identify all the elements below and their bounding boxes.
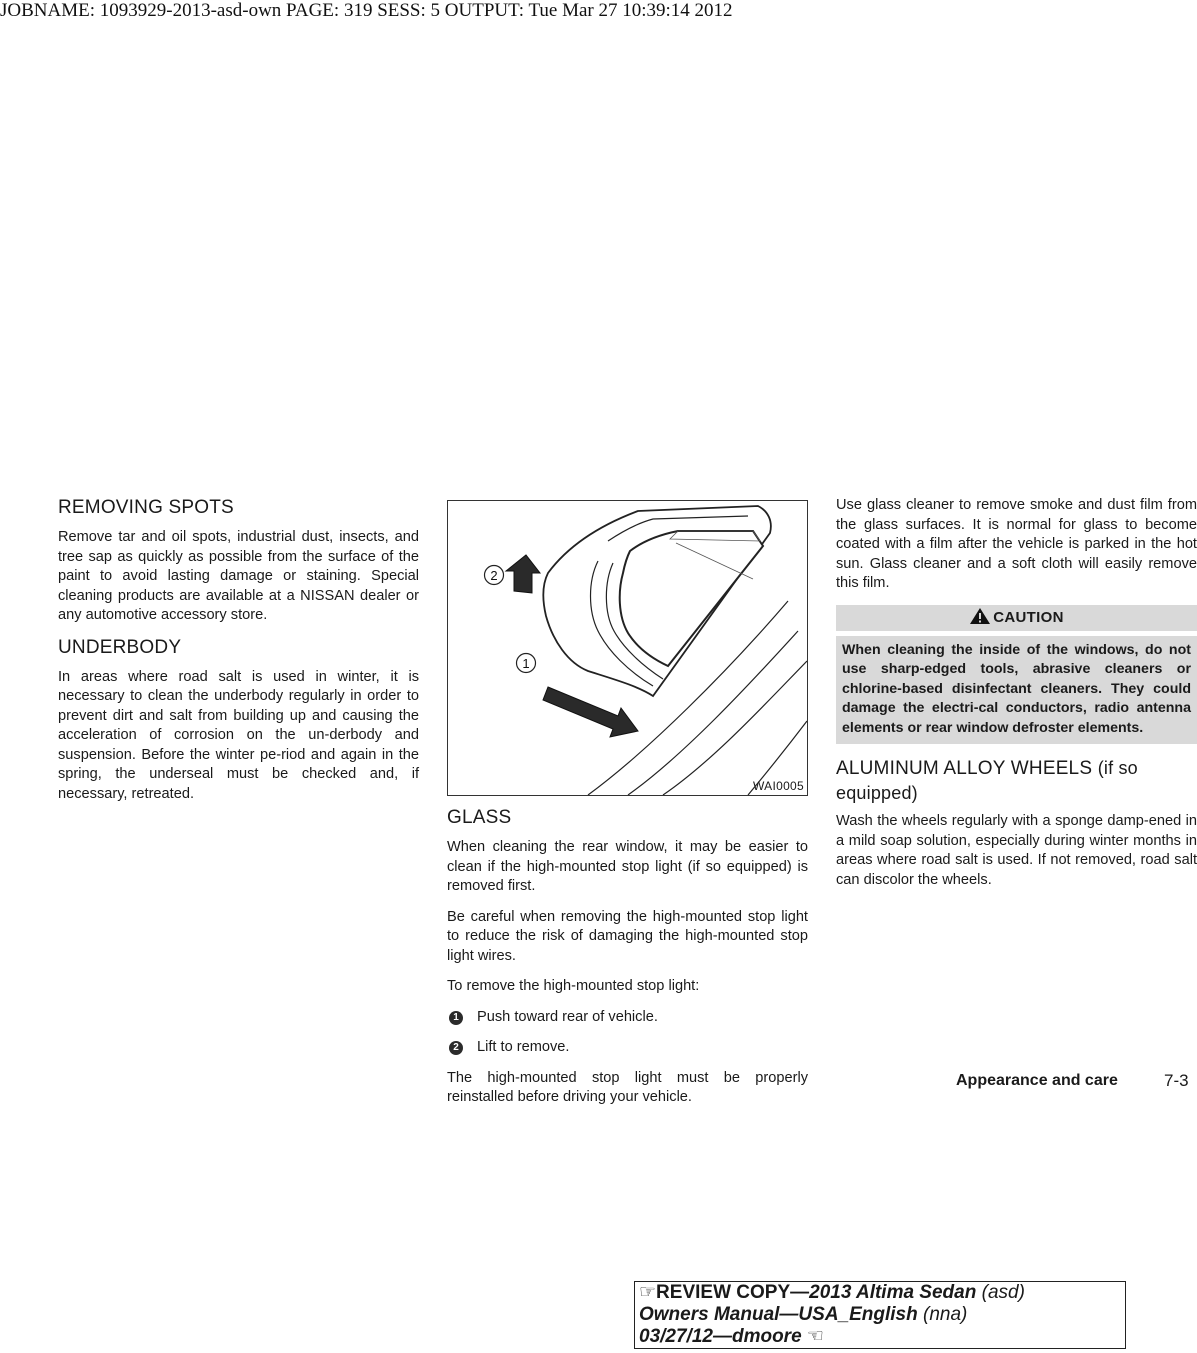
job-header: JOBNAME: 1093929-2013-asd-own PAGE: 319 SESS: 5 OUTPUT: Tue Mar 27 10:39:14 2012 (0, 0, 733, 21)
underbody-text: In areas where road salt is used in winter, it is necessary to clean the underbody regularly in order to prevent dirt and salt from building up and causing the acceleration of corrosion on the un-derbody and suspension. Before the winter pe-riod and again in the spring, the underseal must be checked and, if necessary, retreated. (58, 668, 419, 802)
review-line-3 (639, 1326, 1121, 1348)
review-copy-label: REVIEW COPY— (656, 1282, 810, 1303)
glass-text-1: When cleaning the rear window, it may be easier to clean if the high-mounted stop light (if so equipped) is removed first. (447, 839, 808, 894)
removing-spots-text: Remove tar and oil spots, industrial dust, insects, and tree sap as quickly as possible from the surface of the paint to avoid lasting damage or staining. Special cleaning products are available at a NISSAN dealer or any automotive accessory store. (58, 529, 419, 623)
caution-label: CAUTION (993, 608, 1064, 626)
step-number-icon: 1 (449, 1011, 463, 1025)
callout-2-label: 2 (490, 568, 498, 583)
pointing-hand-icon: ☞ (639, 1282, 657, 1303)
caution-header (836, 605, 1197, 631)
removing-spots-heading: REMOVING SPOTS (58, 497, 234, 518)
glass-text-4: The high-mounted stop light must be properly reinstalled before driving your vehicle. (447, 1069, 808, 1105)
glass-heading: GLASS (447, 807, 512, 828)
wheels-heading-suffix: (if so equipped) (836, 758, 1138, 803)
footer-section-title: Appearance and care (956, 1072, 1118, 1089)
step-item (447, 1038, 808, 1058)
callout-1-label: 1 (522, 656, 530, 671)
review-date: 03/27/12—dmoore (639, 1326, 802, 1347)
step-number-icon: 2 (449, 1041, 463, 1055)
review-manual-code: (nna) (923, 1304, 968, 1325)
wheels-heading-main: ALUMINUM ALLOY WHEELS (836, 758, 1093, 779)
wheels-text: Wash the wheels regularly with a sponge damp-ened in a mild soap solution, especially during winter months in areas where road salt is used. If not removed, road salt can discolor the wheels. (836, 813, 1197, 888)
glass-text-3: To remove the high-mounted stop light: (447, 978, 700, 994)
step-text: Lift to remove. (477, 1039, 570, 1055)
footer-page-number: 7-3 (1164, 1071, 1189, 1090)
step-item (447, 1008, 808, 1028)
review-model-code: (asd) (981, 1282, 1025, 1303)
review-model: 2013 Altima Sedan (809, 1282, 977, 1303)
wheels-heading (836, 756, 1197, 806)
underbody-heading: UNDERBODY (58, 636, 182, 658)
column-middle (447, 496, 808, 1119)
pointing-hand-left-icon: ☜ (806, 1326, 824, 1347)
rear-window-drawing (448, 501, 807, 795)
review-copy-box (634, 1281, 1126, 1349)
review-line-1 (639, 1282, 1121, 1304)
figure-code: WAI0005 (752, 779, 804, 793)
glass-text-5: Use glass cleaner to remove smoke and dust film from the glass surfaces. It is normal for glass to become coated with a film after the vehicle is parked in the hot sun. Glass cleaner and a soft cloth will easily remove this film. (836, 497, 1197, 591)
review-manual: Owners Manual—USA_English (639, 1304, 918, 1325)
caution-text: When cleaning the inside of the windows, do not use sharp-edged tools, abrasive cleaners or chlorine-based disinfectant cleaners. They could damage the electri-cal conductors, radio antenna elements or rear window defroster elements. (836, 636, 1197, 745)
glass-text-2: Be careful when removing the high-mounted stop light to reduce the risk of damaging the high-mounted stop light wires. (447, 908, 808, 964)
stop-light-illustration (447, 500, 808, 796)
warning-triangle-icon (969, 607, 991, 625)
step-text: Push toward rear of vehicle. (477, 1008, 658, 1025)
review-line-2 (639, 1304, 1121, 1326)
column-right (836, 496, 1197, 901)
column-left (58, 496, 419, 815)
